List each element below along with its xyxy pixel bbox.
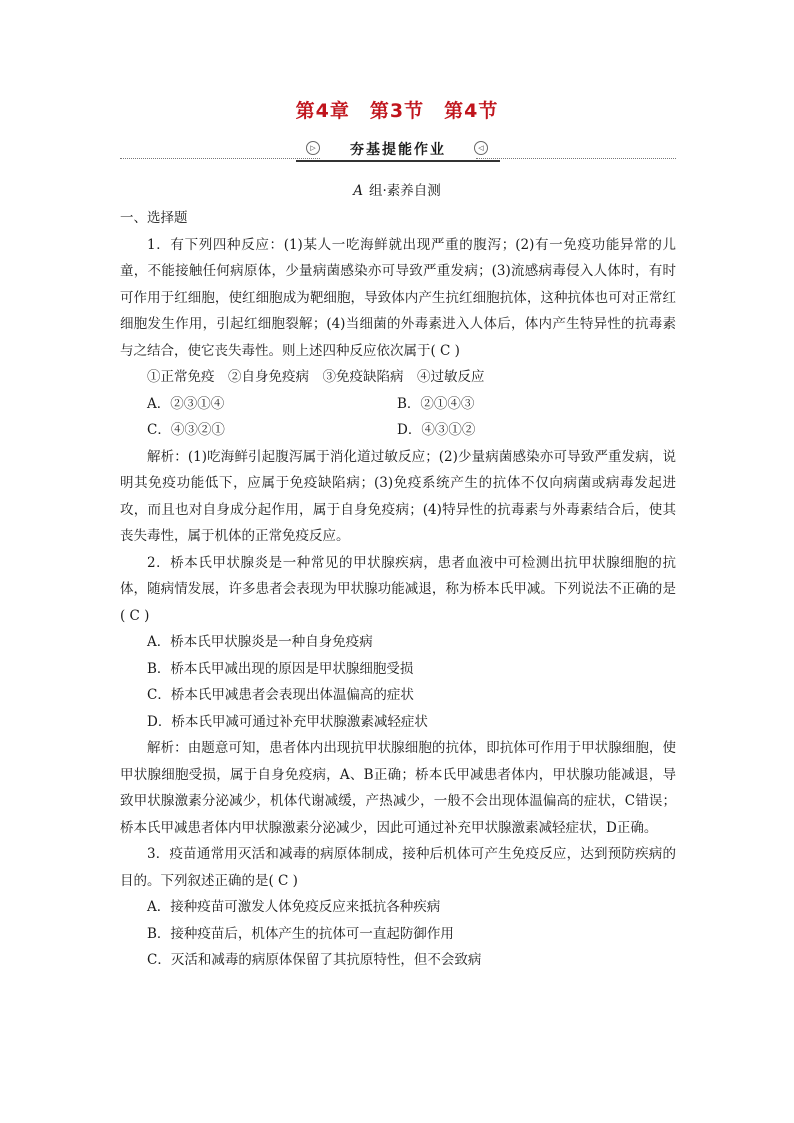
banner-label: 夯基提能作业	[350, 142, 446, 158]
group-title-text: 组·素养自测	[368, 183, 441, 199]
q3-option-b: B．接种疫苗后，机体产生的抗体可一直起防御作用	[147, 925, 454, 942]
banner-dotted-line-right	[476, 158, 676, 159]
group-title	[0, 179, 794, 199]
q1-options-row2	[120, 417, 676, 444]
section-banner	[120, 138, 676, 162]
q1-options-row1	[120, 391, 676, 418]
q1-option-c: C．④③②①	[147, 422, 225, 438]
section-heading: 一、选择题	[120, 210, 188, 226]
q2-option-d: D．桥本氏甲减可通过补充甲状腺激素减轻症状	[147, 713, 428, 730]
chapter-title: 第4章 第3节 第4节	[295, 100, 499, 122]
group-letter: A	[353, 183, 363, 199]
q2-analysis: 解析：由题意可知，患者体内出现抗甲状腺细胞的抗体，即抗体可作用于甲状腺细胞，使甲状腺细胞受损，属于自身免疫病，A、B正确；桥本氏甲减患者体内，甲状腺功能减退，导致甲状腺激素分泌减少，机体代谢减缓，产热减少，一般不会出现体温偏高的症状，C错误；桥本氏甲减患者体内甲状腺激素分泌减少，因此可通过补充甲状腺激素减轻症状，D正确。	[120, 740, 676, 836]
banner-arrow-left-icon: ◁	[474, 141, 488, 155]
q3-option-c: C．灭活和减毒的病原体保留了其抗原特性，但不会致病	[147, 952, 482, 968]
banner-arrow-right-icon: ▷	[306, 141, 320, 155]
q1-option-d: D．④③①②	[397, 422, 476, 438]
q3-stem: 3．疫苗通常用灭活和减毒的病原体制成，接种后机体可产生免疫反应，达到预防疾病的目的。下列叙述正确的是( C )	[120, 846, 676, 889]
banner-dotted-line-left	[120, 158, 320, 159]
q1-items: ①正常免疫 ②自身免疫病 ③免疫缺陷病 ④过敏反应	[147, 369, 485, 385]
q1-analysis: 解析：(1)吃海鲜引起腹泻属于消化道过敏反应；(2)少量病菌感染亦可导致严重发病，说明其免疫功能低下，应属于免疫缺陷病；(3)免疫系统产生的抗体不仅向病菌或病毒发起进攻，而且也对自身成分起作用，属于自身免疫病；(4)特异性的抗毒素与外毒素结合后，使其丧失毒性，属于机体的正常免疫反应。	[120, 448, 676, 544]
q2-option-b: B．桥本氏甲减出现的原因是甲状腺细胞受损	[147, 660, 414, 677]
q1-option-b: B．②①④③	[397, 395, 475, 412]
q1-option-a: A．②③①④	[147, 395, 225, 412]
q1-stem: 1．有下列四种反应：(1)某人一吃海鲜就出现严重的腹泻；(2)有一免疫功能异常的儿童，不能接触任何病原体，少量病菌感染亦可导致严重发病；(3)流感病毒侵入人体时，有时可作用于红细胞，使红细胞成为靶细胞，导致体内产生抗红细胞抗体，这种抗体也可对正常红细胞发生作用，引起红细胞裂解；(4)当细菌的外毒素进入人体后，体内产生特异性的抗毒素与之结合，使它丧失毒性。则上述四种反应依次属于( C )	[120, 236, 676, 359]
question-content	[120, 205, 676, 974]
q3-option-a: A．接种疫苗可激发人体免疫反应来抵抗各种疾病	[147, 899, 441, 915]
q2-option-a: A．桥本氏甲状腺炎是一种自身免疫病	[147, 634, 373, 650]
q2-option-c: C．桥本氏甲减患者会表现出体温偏高的症状	[147, 687, 414, 703]
q2-stem: 2．桥本氏甲状腺炎是一种常见的甲状腺疾病，患者血液中可检测出抗甲状腺细胞的抗体，随病情发展，许多患者会表现为甲状腺功能减退，称为桥本氏甲减。下列说法不正确的是( C )	[120, 554, 676, 624]
